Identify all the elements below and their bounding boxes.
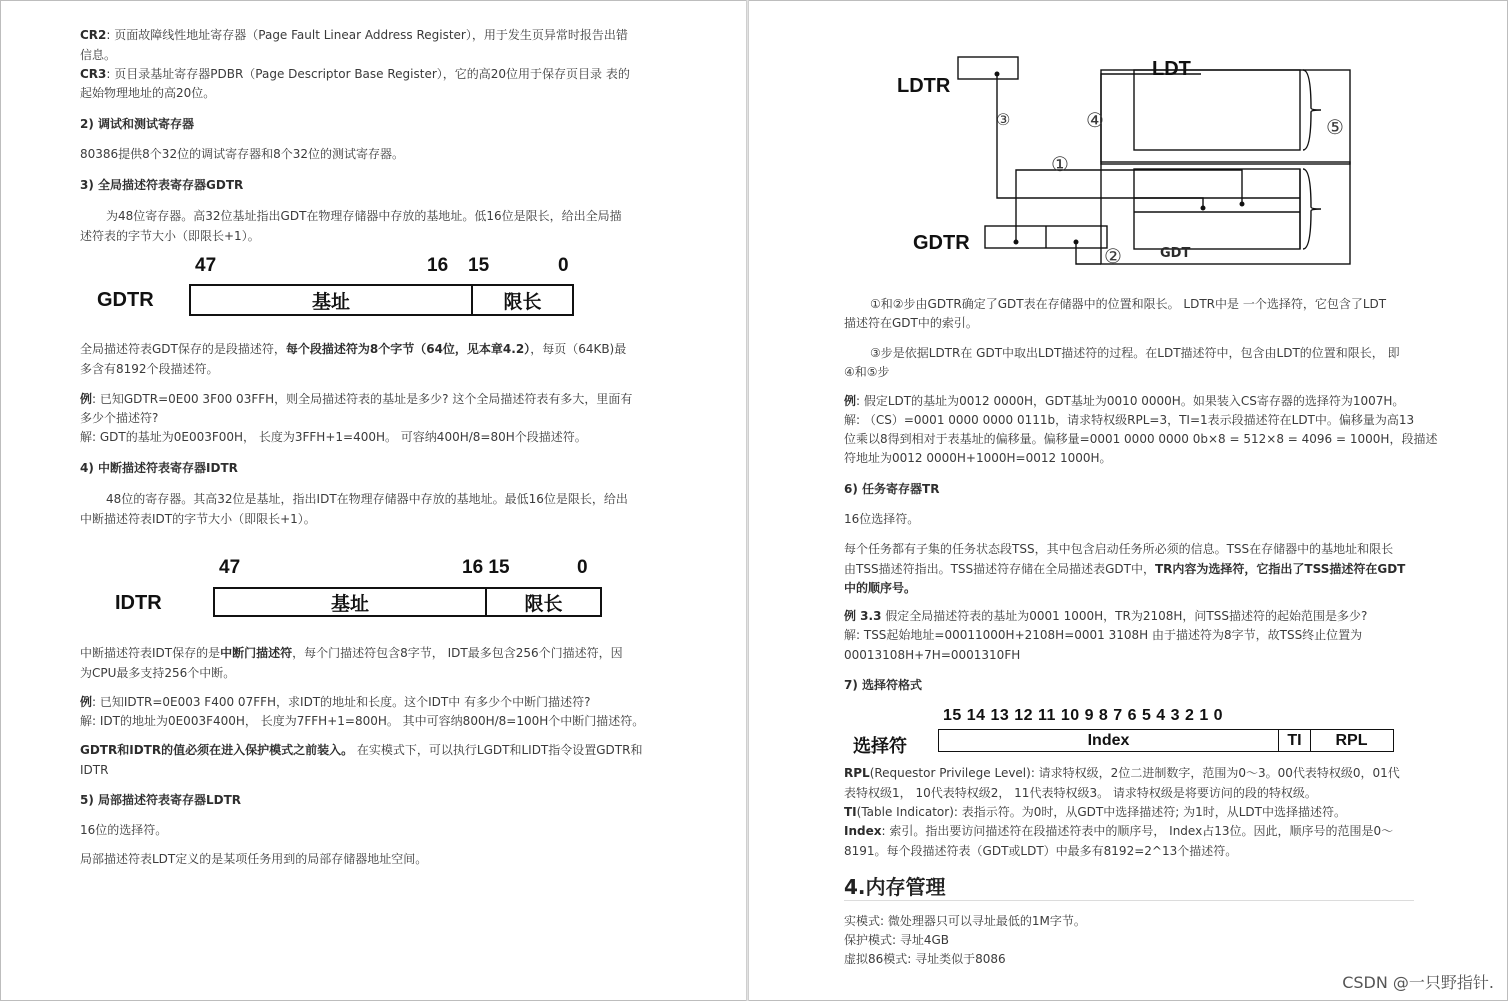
cr2-line1: CR2: 页面故障线性地址寄存器（Page Fault Linear Address Register），用于发生页异常时报告出错 (80, 28, 628, 42)
gdtr-figure (81, 249, 651, 327)
index-line2: 8191。每个段描述符表（GDT或LDT）中最多有8192=2^13个描述符。 (844, 844, 1238, 858)
section-6-p3: 中的顺序号。 (844, 581, 917, 595)
example33-line2: 解: TSS起始地址=00011000H+2108H=0001 3108H 由于描述符为8字节，故TSS终止位置为 (844, 628, 1363, 642)
note-line2: IDTR (80, 763, 109, 777)
gdtr-bit-16: 16 (427, 255, 449, 276)
selector-ti-field: TI (1279, 730, 1311, 751)
selector-bit-numbers: 15 14 13 12 11 10 9 8 7 6 5 4 3 2 1 0 (943, 707, 1224, 724)
diagram-gdtr-label: GDTR (913, 232, 970, 254)
idtr-register-bar (213, 587, 602, 617)
step2-line (1076, 242, 1101, 264)
section-6-title: 6) 任务寄存器TR (844, 482, 940, 496)
gdtr-bit-0: 0 (558, 255, 569, 276)
step3-line (997, 74, 1203, 208)
section-5-text: 16位的选择符。 (80, 823, 168, 837)
section-6-p2: 由TSS描述符指出。TSS描述符存储在全局描述表GDT中，TR内容为选择符，它指出了TSS描述符在GDT (844, 562, 1406, 576)
para1-line1: ①和②步由GDTR确定了GDT表在存储器中的位置和限长。 LDTR中是 一个选择符，它包含了LDT (870, 297, 1387, 311)
example-r-line1: 例: 假定LDT的基址为0012 0000H，GDT基址为0010 0000H。如果装入CS寄存器的选择符为1007H。 (844, 394, 1405, 408)
right-page (749, 1, 1506, 999)
example1-line3: 解: GDT的基址为0E003F00H， 长度为3FFH+1=400H。 可容纳400H/8=80H个段描述符。 (80, 430, 587, 444)
step4-line (1101, 74, 1201, 162)
section-2-title: 2) 调试和测试寄存器 (80, 117, 195, 131)
example-r-line3: 位乘以8得到相对于表基址的偏移量。偏移量=0001 0000 0000 0b×8 = 512×8 = 4096 = 1000H，段描述 (844, 432, 1438, 446)
para2-line1: ③步是依据LDTR在 GDT中取出LDT描述符的过程。在LDT描述符中，包含由LDT的位置和限长， 即 (870, 346, 1400, 360)
index-line1: Index: 索引。指出要访问描述符在段描述符表中的顺序号， Index占13位。因此，顺序号的范围是0～ (844, 824, 1394, 838)
selector-bar (938, 729, 1394, 752)
section-7-title: 7) 选择符格式 (844, 678, 923, 692)
gdtr-limit-field: 限长 (503, 290, 542, 313)
idtr-bit-16-15: 16 15 (462, 557, 510, 578)
selector-label: 选择符 (853, 736, 907, 756)
example-r-line4: 符地址为0012 0000H+1000H=0012 1000H。 (844, 451, 1112, 465)
mm-line2: 保护模式: 寻址4GB (844, 933, 950, 947)
gdtr-label: GDTR (97, 289, 154, 311)
para1-line2: 描述符在GDT中的索引。 (844, 316, 978, 330)
diagram-step3-marker: ③ (996, 110, 1011, 129)
memory-management-title: 4.内存管理 (844, 875, 946, 899)
example-r-line2: 解: （CS）=0001 0000 0000 0111b，请求特权级RPL=3，TI=1表示段描述符在LDT中。偏移量为高13 (844, 413, 1415, 427)
diagram-ldtr-label: LDTR (897, 75, 951, 97)
section-4-text2: 中断描述符表IDT的字节大小（即限长+1）。 (80, 512, 316, 526)
rpl-line1: RPL(Requestor Privilege Level): 请求特权级，2位二进制数字，范围为0～3。00代表特权级0，01代 (844, 766, 1400, 780)
example1-line1: 例: 已知GDTR=0E00 3F00 03FFH，则全局描述符表的基址是多少? 这个全局描述符表有多大，里面有 (80, 392, 633, 406)
idtr-base-field: 基址 (215, 589, 487, 615)
example33-line3: 00013108H+7H=0001310FH (844, 648, 1021, 662)
section-5-text2: 局部描述符表LDT定义的是某项任务用到的局部存储器地址空间。 (80, 852, 428, 866)
idtr-bit-0: 0 (577, 557, 588, 578)
rpl-line2: 表特权级1， 10代表特权级2， 11代表特权级3。 请求特权级是将要访问的段的特权级。 (844, 786, 1317, 800)
section-6-p1: 每个任务都有子集的任务状态段TSS，其中包含启动任务所必须的信息。TSS在存储器中的基地址和限长 (844, 542, 1394, 556)
left-page (1, 1, 746, 999)
idtr-bit-47: 47 (219, 557, 241, 578)
diagram-step1-marker: ① (1051, 152, 1069, 176)
cr3-line2: 起始物理地址的高20位。 (80, 86, 216, 100)
gdt-brace (1303, 169, 1321, 249)
section-3-text2: 述符表的字节大小（即限长+1）。 (80, 229, 260, 243)
example2-line2: 解: IDT的地址为0E003F400H， 长度为7FFH+1=800H。 其中可容纳800H/8=100H个中断门描述符。 (80, 714, 645, 728)
ldt-inner-box (1134, 70, 1300, 150)
idtr-label: IDTR (115, 592, 162, 614)
diagram-gdt-label: GDT (1160, 246, 1191, 261)
mm-line3: 虚拟86模式: 寻址类似于8086 (844, 952, 1006, 966)
section-3-title: 3) 全局描述符表寄存器GDTR (80, 178, 244, 192)
diagram-ldt-label: LDT (1152, 58, 1191, 80)
ldtr-box (958, 57, 1018, 79)
gdtr-bit-47: 47 (195, 255, 217, 276)
mm-line1: 实模式: 微处理器只可以寻址最低的1M字节。 (844, 914, 1086, 928)
section-4-text1: 48位的寄存器。其高32位是基址，指出IDT在物理存储器中存放的基地址。最低16位是限长，给出 (106, 492, 628, 506)
cr3-line1: CR3: 页目录基址寄存器PDBR（Page Descriptor Base Register），它的高20位用于保存页目录 表的 (80, 67, 630, 81)
example1-line2: 多少个描述符? (80, 411, 159, 425)
gdt-desc-line1: 全局描述符表GDT保存的是段描述符，每个段描述符为8个字节（64位，见本章4.2），每页（64KB)最 (80, 342, 627, 356)
idtr-figure (81, 549, 651, 631)
step1-line (1016, 170, 1242, 242)
section-2-text: 80386提供8个32位的调试寄存器和8个32位的测试寄存器。 (80, 147, 404, 161)
diagram-step5-marker: ⑤ (1326, 115, 1344, 139)
ti-line: TI(Table Indicator): 表指示符。为0时，从GDT中选择描述符; 为1时，从LDT中选择描述符。 (844, 805, 1347, 819)
section-6-text: 16位选择符。 (844, 512, 920, 526)
section-3-text1: 为48位寄存器。高32位基址指出GDT在物理存储器中存放的基地址。低16位是限长，给出全局描 (106, 209, 622, 223)
gdtr-base-field: 基址 (191, 286, 473, 314)
para2-line2: ④和⑤步 (844, 365, 890, 379)
diagram-step4-marker: ④ (1086, 108, 1104, 132)
note-line1: GDTR和IDTR的值必须在进入保护模式之前装入。 在实模式下，可以执行LGDT和LIDT指令设置GDTR和 (80, 743, 643, 757)
ldt-brace (1303, 70, 1321, 150)
csdn-watermark: CSDN @一只野指针. (1342, 973, 1494, 992)
idt-desc-line2: 为CPU最多支持256个中断。 (80, 666, 236, 680)
example33-line1: 例 3.3 假定全局描述符表的基址为0001 1000H，TR为2108H，问TSS描述符的起始范围是多少? (844, 609, 1368, 623)
gdt-desc-line2: 多含有8192个段描述符。 (80, 362, 219, 376)
gdtr-register-bar (189, 284, 574, 316)
selector-rpl-field: RPL (1335, 731, 1368, 749)
memory-management-rule (844, 900, 1414, 901)
section-5-title: 5) 局部描述符表寄存器LDTR (80, 793, 242, 807)
gdt-table-box (1134, 169, 1300, 249)
example2-line1: 例: 已知IDTR=0E003 F400 07FFH，求IDT的地址和长度。这个IDT中 有多少个中断门描述符? (80, 695, 591, 709)
idtr-limit-field: 限长 (524, 592, 563, 615)
gdtr-bit-15: 15 (468, 255, 490, 276)
idt-desc-line1: 中断描述符表IDT保存的是中断门描述符，每个门描述符包含8字节， IDT最多包含256个门描述符，因 (80, 646, 623, 660)
diagram-step2-marker: ② (1104, 244, 1122, 268)
section-4-title: 4) 中断描述符表寄存器IDTR (80, 461, 238, 475)
selector-index-field: Index (939, 730, 1279, 751)
cr2-line2: 信息。 (80, 48, 117, 62)
